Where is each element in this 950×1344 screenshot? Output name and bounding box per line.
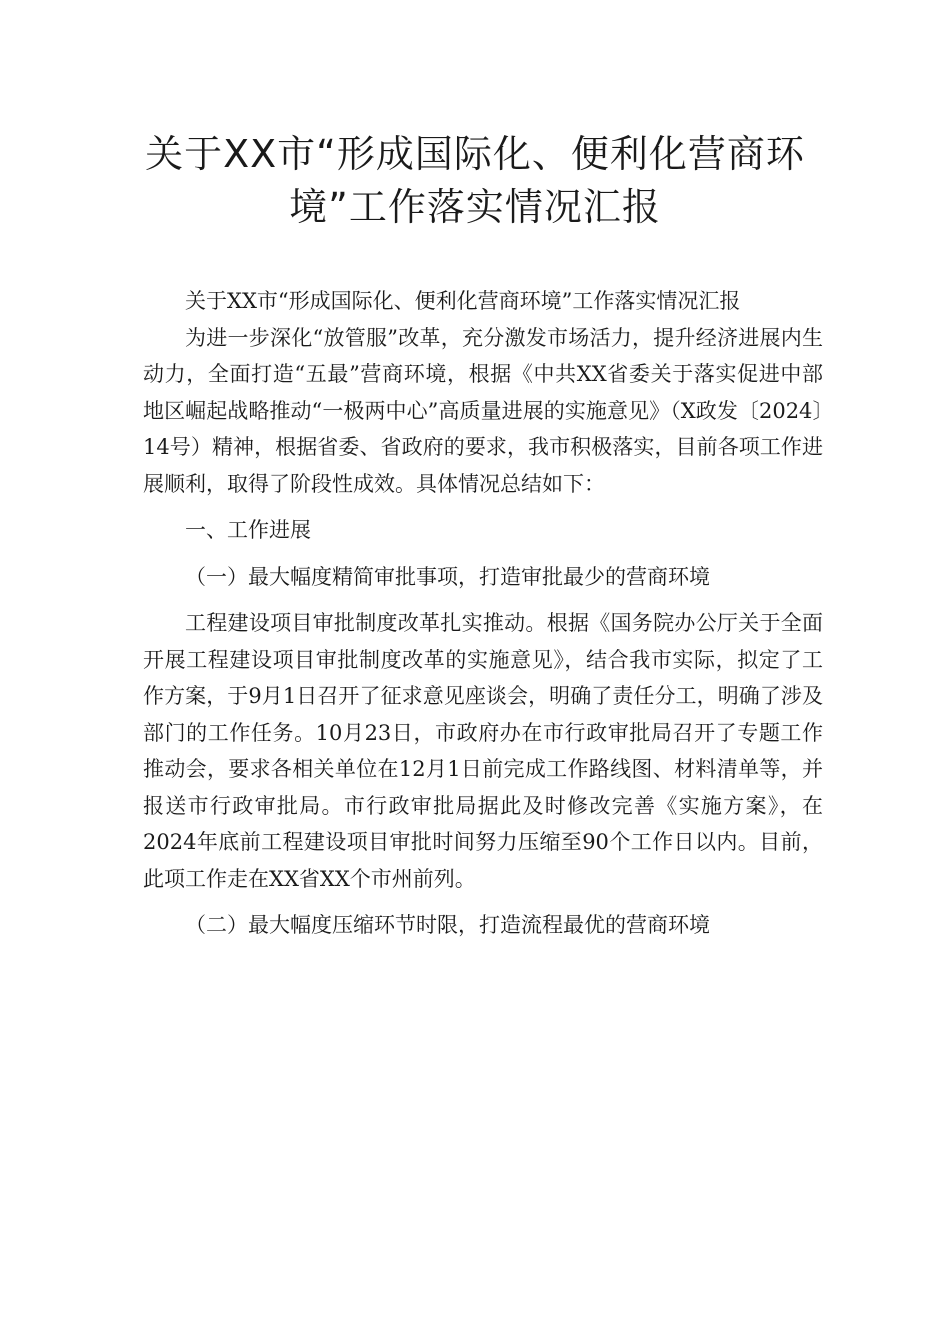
- document-body: [143, 283, 823, 944]
- paragraph-intro: 为进一步深化“放管服”改革，充分激发市场活力，提升经济进展内生动力，全面打造“五最”营商环境，根据《中共XX省委关于落实促进中部地区崛起战略推动“一极两中心”高质量进展的实施意见》（X政发〔2024〕14号）精神，根据省委、省政府的要求，我市积极落实，目前各项工作进展顺利，取得了阶段性成效。具体情况总结如下：: [143, 325, 823, 496]
- paragraph-approval-reform: 工程建设项目审批制度改革扎实推动。根据《国务院办公厅关于全面开展工程建设项目审批制度改革的实施意见》，结合我市实际，拟定了工作方案，于9月1日召开了征求意见座谈会，明确了责任分工，明确了涉及部门的工作任务。10月23日，市政府办在市行政审批局召开了专题工作推动会，要求各相关单位在12月1日前完成工作路线图、材料清单等，并报送市行政审批局。市行政审批局据此及时修改完善《实施方案》，在2024年底前工程建设项目审批时间努力压缩至90个工作日以内。目前，此项工作走在XX省XX个市州前列。: [143, 611, 823, 891]
- subsection-heading-1: （一）最大幅度精简审批事项，打造审批最少的营商环境: [185, 564, 710, 589]
- subsection-heading-2: （二）最大幅度压缩环节时限，打造流程最优的营商环境: [185, 913, 710, 937]
- paragraph-restated-title: 关于XX市“形成国际化、便利化营商环境”工作落实情况汇报: [185, 289, 741, 313]
- document-title: 关于XX市“形成国际化、便利化营商环境”工作落实情况汇报: [145, 132, 805, 229]
- section-heading-progress: 一、工作进展: [185, 518, 311, 542]
